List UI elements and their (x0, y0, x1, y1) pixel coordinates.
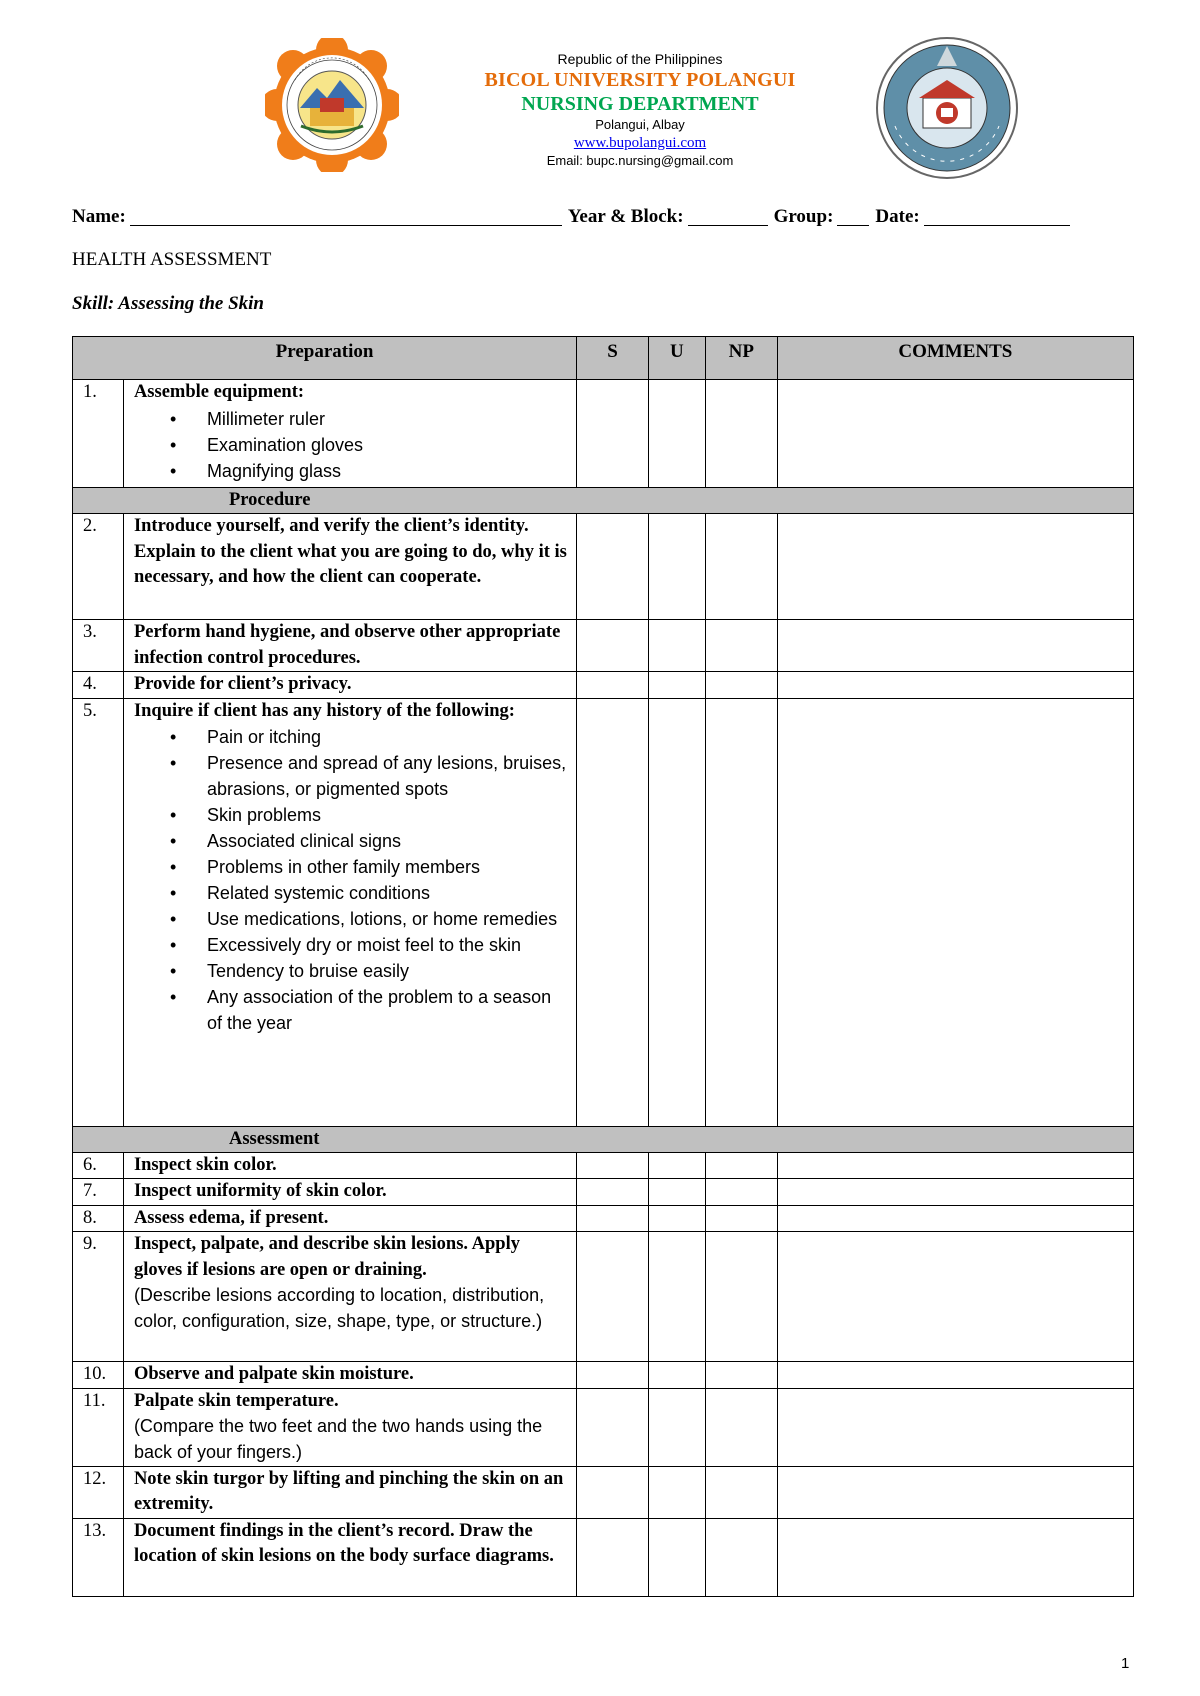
s-cell[interactable] (577, 1232, 649, 1362)
s-cell[interactable] (577, 1205, 649, 1232)
step-number: 6. (73, 1152, 124, 1179)
step-number: 1. (73, 380, 124, 488)
department-name: NURSING DEPARTMENT (521, 93, 759, 115)
table-row (73, 620, 1134, 672)
page-number: 1 (1121, 1655, 1130, 1672)
table-header-row (73, 337, 1134, 380)
step-text: Inspect uniformity of skin color. (123, 1179, 576, 1206)
np-cell[interactable] (705, 1205, 777, 1232)
list-item: • Any association of the problem to a season of the year (134, 984, 568, 1036)
table-row (73, 1152, 1134, 1179)
comments-cell[interactable] (777, 620, 1133, 672)
np-cell[interactable] (705, 672, 777, 699)
header-comments: COMMENTS (777, 337, 1133, 380)
header-preparation: Preparation (73, 337, 577, 380)
step-text: Perform hand hygiene, and observe other appropriate infection control procedures. (123, 620, 576, 672)
u-cell[interactable] (648, 1518, 705, 1596)
s-cell[interactable] (577, 672, 649, 699)
section-row-procedure (73, 488, 1134, 514)
table-row (73, 1518, 1134, 1596)
header-np: NP (705, 337, 777, 380)
list-item: • Problems in other family members (134, 854, 568, 880)
comments-cell[interactable] (777, 672, 1133, 699)
s-cell[interactable] (577, 514, 649, 620)
section-label: Assessment (229, 1128, 320, 1149)
year-block-field[interactable] (688, 206, 768, 226)
s-cell[interactable] (577, 698, 649, 1126)
table-row (73, 1466, 1134, 1518)
table-row (73, 1179, 1134, 1206)
table-row (73, 698, 1134, 1126)
u-cell[interactable] (648, 1388, 705, 1466)
u-cell[interactable] (648, 1466, 705, 1518)
list-item: • Presence and spread of any lesions, bruises, abrasions, or pigmented spots (134, 750, 568, 802)
header-u: U (648, 337, 705, 380)
step-text: Inspect, palpate, and describe skin lesions. Apply gloves if lesions are open or draining. (133, 1234, 520, 1280)
website-link[interactable]: www.bupolangui.com (573, 135, 707, 151)
step-number: 2. (73, 514, 124, 620)
step-number: 10. (73, 1362, 124, 1389)
document-title: HEALTH ASSESSMENT (72, 249, 272, 270)
list-item: • Excessively dry or moist feel to the skin (134, 932, 568, 958)
republic-line: Republic of the Philippines (557, 51, 723, 67)
step-number: 5. (73, 698, 124, 1126)
step-number: 4. (73, 672, 124, 699)
np-cell[interactable] (705, 1232, 777, 1362)
u-cell[interactable] (648, 1232, 705, 1362)
step-number: 7. (73, 1179, 124, 1206)
np-cell[interactable] (705, 1362, 777, 1389)
s-cell[interactable] (577, 1466, 649, 1518)
date-label: Date: (875, 206, 920, 227)
u-cell[interactable] (648, 514, 705, 620)
s-cell[interactable] (577, 620, 649, 672)
email-line: Email: bupc.nursing@gmail.com (546, 153, 734, 168)
table-row (73, 380, 1134, 488)
step-text: Provide for client’s privacy. (123, 672, 576, 699)
step-text: Inspect skin color. (123, 1152, 576, 1179)
np-cell[interactable] (705, 1388, 777, 1466)
bicol-university-seal-logo (875, 36, 1019, 180)
np-cell[interactable] (705, 1518, 777, 1596)
table-row (73, 1205, 1134, 1232)
bullet-list (134, 406, 568, 484)
group-field[interactable] (837, 206, 869, 226)
step-text: Assemble equipment: (133, 382, 305, 402)
comments-cell[interactable] (777, 1205, 1133, 1232)
address: Polangui, Albay (595, 117, 685, 132)
date-field[interactable] (924, 206, 1070, 226)
list-item: • Use medications, lotions, or home remedies (134, 906, 568, 932)
comments-cell[interactable] (777, 380, 1133, 488)
list-item: • Related systemic conditions (134, 880, 568, 906)
group-label: Group: (773, 206, 834, 227)
list-item: • Associated clinical signs (134, 828, 568, 854)
comments-cell[interactable] (777, 1362, 1133, 1389)
np-cell[interactable] (705, 380, 777, 488)
table-row (73, 1232, 1134, 1362)
np-cell[interactable] (705, 1466, 777, 1518)
u-cell[interactable] (648, 1152, 705, 1179)
step-text: Note skin turgor by lifting and pinching the skin on an extremity. (123, 1466, 576, 1518)
step-number: 11. (73, 1388, 124, 1466)
u-cell[interactable] (648, 1179, 705, 1206)
step-number: 13. (73, 1518, 124, 1596)
section-row-assessment (73, 1126, 1134, 1152)
table-row (73, 1388, 1134, 1466)
step-text: Observe and palpate skin moisture. (123, 1362, 576, 1389)
university-name: BICOL UNIVERSITY POLANGUI (484, 69, 796, 91)
step-text: Introduce yourself, and verify the client’s identity. Explain to the client what you are going to do, why it is necessary, and how the client can cooperate. (123, 514, 576, 620)
np-cell[interactable] (705, 1152, 777, 1179)
list-item: • Pain or itching (134, 724, 568, 750)
np-cell[interactable] (705, 698, 777, 1126)
skill-title: Skill: Assessing the Skin (72, 293, 264, 314)
u-cell[interactable] (648, 698, 705, 1126)
list-item: • Tendency to bruise easily (134, 958, 568, 984)
bu-polangui-seal-logo (265, 38, 399, 172)
year-block-label: Year & Block: (567, 206, 684, 227)
section-label: Procedure (229, 490, 311, 510)
comments-cell[interactable] (777, 514, 1133, 620)
step-number: 12. (73, 1466, 124, 1518)
comments-cell[interactable] (777, 698, 1133, 1126)
s-cell[interactable] (577, 380, 649, 488)
s-cell[interactable] (577, 1518, 649, 1596)
np-cell[interactable] (705, 620, 777, 672)
u-cell[interactable] (648, 1205, 705, 1232)
np-cell[interactable] (705, 1179, 777, 1206)
table-row (73, 514, 1134, 620)
s-cell[interactable] (577, 1388, 649, 1466)
student-info-row (72, 206, 1134, 228)
s-cell[interactable] (577, 1152, 649, 1179)
comments-cell[interactable] (777, 1388, 1133, 1466)
bullet-list (134, 724, 568, 1036)
step-number: 3. (73, 620, 124, 672)
comments-cell[interactable] (777, 1466, 1133, 1518)
comments-cell[interactable] (777, 1179, 1133, 1206)
step-text: Palpate skin temperature. (133, 1390, 339, 1411)
header-s: S (577, 337, 649, 380)
name-label: Name: (72, 206, 126, 227)
step-text: Inquire if client has any history of the following: (133, 700, 515, 721)
list-item: • Millimeter ruler (134, 406, 568, 432)
list-item: • Examination gloves (134, 432, 568, 458)
list-item: • Magnifying glass (134, 458, 568, 484)
step-number: 8. (73, 1205, 124, 1232)
comments-cell[interactable] (777, 1152, 1133, 1179)
s-cell[interactable] (577, 1179, 649, 1206)
comments-cell[interactable] (777, 1518, 1133, 1596)
step-number: 9. (73, 1232, 124, 1362)
skills-checklist-table (72, 336, 1134, 1597)
step-note: (Compare the two feet and the two hands using the back of your fingers.) (133, 1416, 543, 1462)
name-field[interactable] (130, 206, 562, 226)
table-row (73, 1362, 1134, 1389)
s-cell[interactable] (577, 1362, 649, 1389)
list-item: • Skin problems (134, 802, 568, 828)
comments-cell[interactable] (777, 1232, 1133, 1362)
u-cell[interactable] (648, 1362, 705, 1389)
u-cell[interactable] (648, 620, 705, 672)
u-cell[interactable] (648, 380, 705, 488)
u-cell[interactable] (648, 672, 705, 699)
step-note: (Describe lesions according to location, distribution, color, configuration, size, shape, type, or structure.) (133, 1285, 545, 1331)
np-cell[interactable] (705, 514, 777, 620)
step-text: Document findings in the client’s record. Draw the location of skin lesions on the body surface diagrams. (123, 1518, 576, 1596)
table-row (73, 672, 1134, 699)
letterhead (430, 50, 850, 170)
step-text: Assess edema, if present. (123, 1205, 576, 1232)
